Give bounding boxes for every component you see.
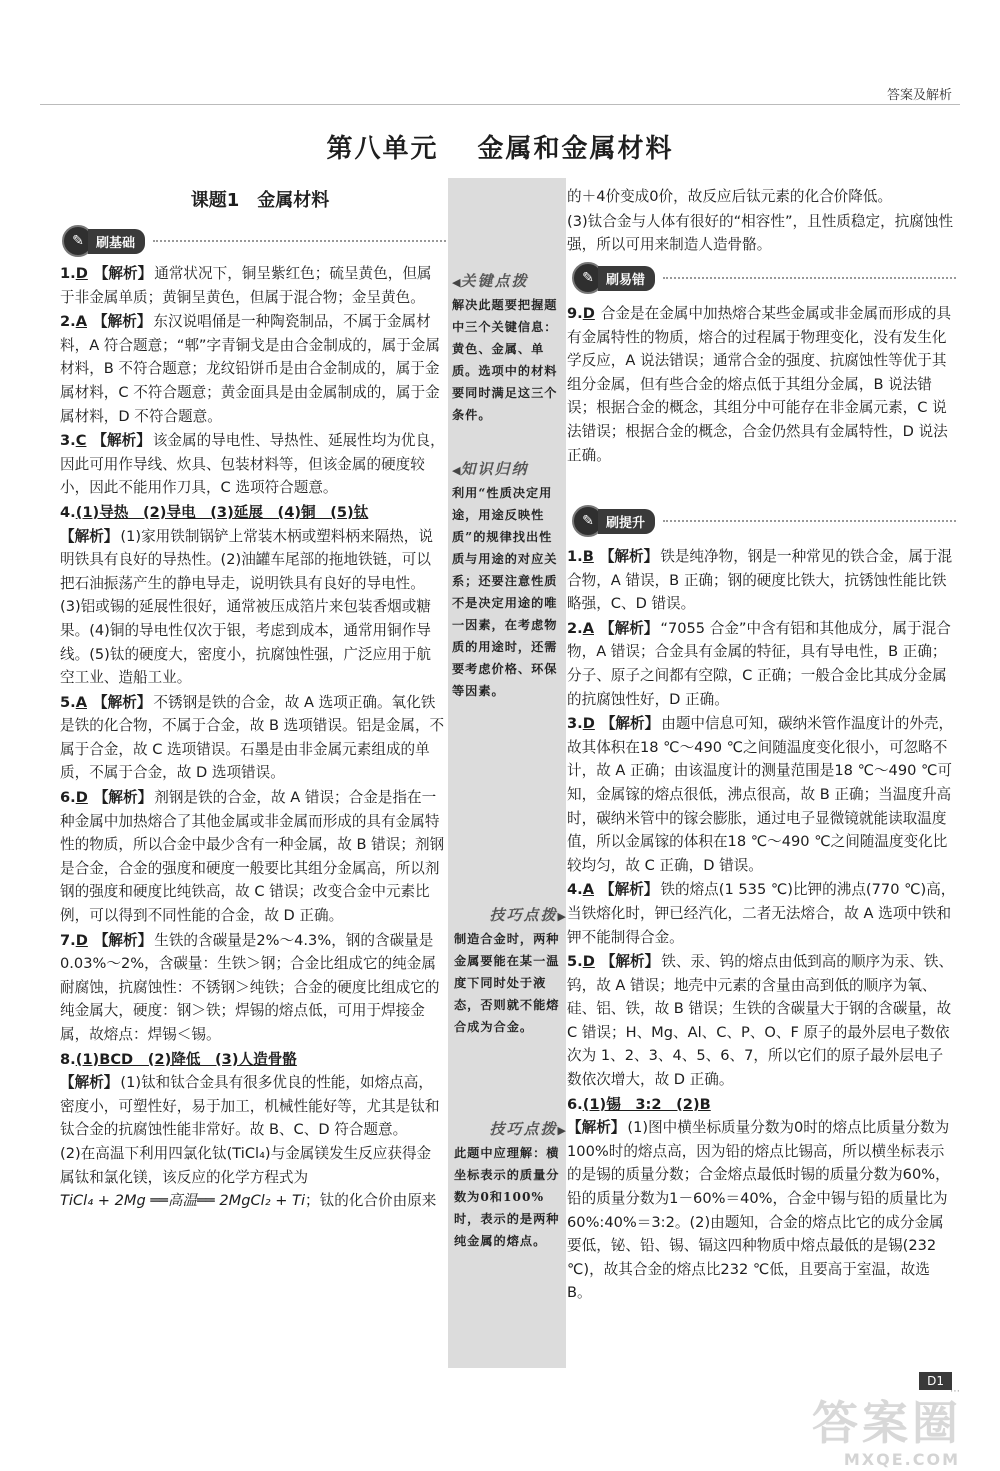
continuation-text: 的＋4价变成0价，故反应后钛元素的化合价降低。 <box>567 188 893 205</box>
section-error <box>572 265 956 291</box>
unit-title <box>0 128 1000 165</box>
section-divider <box>663 520 956 522</box>
answer-item: 3.D 【解析】 由题中信息可知，碳纳米管作温度计的外壳，故其体积在18 ℃～490 ℃之间随温度变化很小，可忽略不计，故 A 正确；由该温度计的测量范围是18 ℃～490 ℃可知，金属镓的熔点很低，沸点很高，故 B 正确；当温度升高时，碳纳米管中的镓会膨胀，通过电子显微镜就能读取温度值，所以金属镓的体积在18 ℃～490 ℃之间随温度变化比较均匀，故 C 正确，D 错误。 <box>567 715 954 874</box>
chemical-equation: TiCl₄ + 2Mg ══高温══ 2MgCl₂ + Ti <box>60 1192 306 1210</box>
answer-item: 3.C 【解析】 该金属的导电性、导热性、延展性均为优良，因此可用作导线、炊具、包装材料等，但该金属的硬度较小，因此不能用作刀具，C 选项符合题意。 <box>60 432 445 497</box>
header-label: 答案及解析 <box>886 88 952 103</box>
answer-item: 2.A 【解析】 东汉说唱俑是一种陶瓷制品，不属于金属材料，A 符合题意；“郫”字青铜戈是由合金制成的，属于金属材料，B 不符合题意；龙纹铅饼币是由合金制成的，属于金属材料，C 不符合题意；黄金面具是由金属制成的，属于金属材料，D 不符合题意。 <box>60 313 440 425</box>
page-dots: ⋯ <box>950 1386 960 1397</box>
arrow-left-icon: ◀ <box>452 464 461 477</box>
arrow-left-icon: ◀ <box>452 276 461 289</box>
watermark-url: MXQE.COM <box>843 1450 960 1469</box>
pencil-book-icon: ✎ <box>572 262 604 294</box>
right-column-top <box>567 185 956 258</box>
note-knowledge-summary: ◀知识归纳 利用“性质决定用途，用途反映性质”的规律找出性质与用途的对应关系；还要注意性质不是决定用途的唯一因素，在考虑物质的用途时，还需要考虑价格、环保等因素。 <box>452 460 558 698</box>
pencil-book-icon: ✎ <box>572 505 604 537</box>
answer-item: 1.D 【解析】 通常状况下，铜呈紫红色；硫呈黄色，但属于非金属单质；黄铜呈黄色，但属于混合物；金呈黄色。 <box>60 265 432 306</box>
note-key-point: ◀关键点拨 解决此题要把握题中三个关键信息：黄色、金属、单质。选项中的材料要同时满足这三个条件。 <box>452 272 558 422</box>
answer-item: 4.A 【解析】 铁的熔点(1 535 ℃)比钾的沸点(770 ℃)高，当铁熔化时，钾已经汽化，二者无法熔合，故 A 选项中铁和钾不能制得合金。 <box>567 881 956 946</box>
answer-item: 8.(1)BCD (2)降低 (3)人造骨骼 【解析】 (1)钛和钛合金具有很多优良的性能，如熔点高，密度小，可塑性好，易于加工，机械性能好等，尤其是钛和钛合金的抗腐蚀性能非常好。故 B、C、D 符合题意。 (2)在高温下利用四氯化钛(TiCl₄)与金属镁发生反应获得金属钛和氯化镁，该反应的化学方程式为 TiCl₄ + 2Mg ══高温══ 2MgCl₂ + Ti；钛的化合价由原来 <box>60 1050 440 1210</box>
error-item: 9.D 合金是在金属中加热熔合某些金属或非金属而形成的具有金属特性的物质，熔合的过程属于物理变化，没有发生化学反应，A 说法错误；通常合金的强度、抗腐蚀性等优于其组分金属，但有些合金的熔点低于其组分金属，B 说法错误；根据合金的概念，其组分中可能存在非金属元素，C 说法错误；根据合金的概念，合金仍然具有金属特性，D 说法正确。 <box>567 305 952 464</box>
section-error-label: 刷易错 <box>598 266 655 291</box>
page-number: D1 <box>919 1372 952 1390</box>
answer-item: 6.(1)锡 3:2 (2)B 【解析】 (1)图中横坐标质量分数为0时的熔点比质量分数为100%时的熔点高，因为铅的熔点比锡高，所以横坐标表示的是锡的质量分数；合金熔点最低时锡的质量分数为60%，铅的质量分数为1－60%＝40%，合金中锡与铅的质量比为60%:40%＝3:2。(2)由题知，合金的熔点比它的成分金属要低，铋、铅、锡、镉这四种物质中熔点最低的是锡(232 ℃)，故其合金的熔点比232 ℃低，且要高于室温，故选 B。 <box>567 1095 950 1302</box>
left-column <box>60 262 445 1214</box>
answer-item: 2.A 【解析】 “7055 合金”中含有铝和其他成分，属于混合物，A 错误；合金具有金属的特征，具有导电性，B 正确；分子、原子之间都有空隙，C 正确；一般合金比其成分金属的抗腐蚀性好，D 正确。 <box>567 619 951 708</box>
answer-item: 4.(1)导热 (2)导电 (3)延展 (4)铜 (5)钛 【解析】 (1)家用铁制锅铲上常装木柄或塑料柄来隔热，说明铁具有良好的导热性。(2)油罐车尾部的拖地铁链，可以把石油振荡产生的静电导走，说明铁具有良好的导电性。(3)铝或锡的延展性很好，通常被压成箔片来包装香烟或糖果。(4)铜的导电性仅次于银，考虑到成本，通常用铜作导线。(5)钛的硬度大，密度小，抗腐蚀性强，广泛应用于航空工业、造船工业。 <box>60 503 433 687</box>
watermark-logo: 答案圈 <box>812 1396 962 1450</box>
note-tip-1: 技巧点拨▶ 制造合金时，两种金属要能在某一温度下同时处于液态，否则就不能熔合成为合金。 <box>454 906 566 1034</box>
arrow-right-icon: ▶ <box>557 1124 566 1137</box>
arrow-right-icon: ▶ <box>557 910 566 923</box>
header-rule <box>40 104 960 105</box>
answer-item: 1.B 【解析】 铁是纯净物，钢是一种常见的铁合金，属于混合物，A 错误，B 正确；钢的硬度比铁大，抗锈蚀性能比铁略强，C、D 错误。 <box>567 548 953 613</box>
advance-items <box>567 545 956 1306</box>
answer-item: 5.D 【解析】 铁、汞、钨的熔点由低到高的顺序为汞、铁、钨，故 A 错误；地壳中元素的含量由高到低的顺序为氧、硅、铝、铁，故 B 错误；生铁的含碳量大于钢的含碳量，故 C 错误；H、Mg、Al、C、P、O、F 原子的最外层电子数依次为 1、2、3、4、5、6、7，所以它们的原子最外层电子数依次增大，故 D 正确。 <box>567 953 954 1089</box>
answer-item: 6.D 【解析】 剂钢是铁的合金，故 A 错误；合金是指在一种金属中加热熔合了其他金属或非金属而形成的具有金属特性的物质，所以合金中最少含有一种金属，故 B 错误；剂钢是合金，合金的强度和硬度一般要比其组分金属高，所以剂钢的强度和硬度比纯铁高，故 C 错误；改变合金中元素比例，可以得到不同性能的合金，故 D 正确。 <box>60 789 445 925</box>
note-tip-2: 技巧点拨▶ 此题中应理解：横坐标表示的质量分数为0和100%时，表示的是两种纯金属的熔点。 <box>454 1120 566 1248</box>
section-advance <box>572 508 956 534</box>
unit-title-part2: 金属和金属材料 <box>477 134 674 164</box>
lesson-title: 课题1 金属材料 <box>190 190 330 211</box>
section-divider <box>153 240 446 242</box>
section-basic-label: 刷基础 <box>88 229 145 254</box>
continuation-text: (3)钛合金与人体有很好的“相容性”，且性质稳定，抗腐蚀性强，所以可用来制造人造骨骼。 <box>567 212 954 254</box>
unit-title-part1: 第八单元 <box>326 134 439 164</box>
answer-item: 5.A 【解析】 不锈钢是铁的合金，故 A 选项正确。氧化铁是铁的化合物，不属于合金，故 B 选项错误。铝是金属，不属于合金，故 C 选项错误。石墨是由非金属元素组成的单质，不属于合金，故 D 选项错误。 <box>60 693 445 782</box>
pencil-book-icon: ✎ <box>62 225 94 257</box>
section-divider <box>663 277 956 279</box>
section-advance-label: 刷提升 <box>598 509 655 534</box>
answer-item: 7.D 【解析】 生铁的含碳量是2%～4.3%，钢的含碳量是0.03%～2%，含碳量：生铁＞钢；合金比组成它的纯金属耐腐蚀，抗腐蚀性：不锈钢＞纯铁；合金的硬度比组成它的纯金属大，硬度：钢＞铁；焊锡的熔点低，可用于焊接金属，故熔点：焊锡＜锡。 <box>60 931 440 1043</box>
section-basic <box>62 228 446 254</box>
